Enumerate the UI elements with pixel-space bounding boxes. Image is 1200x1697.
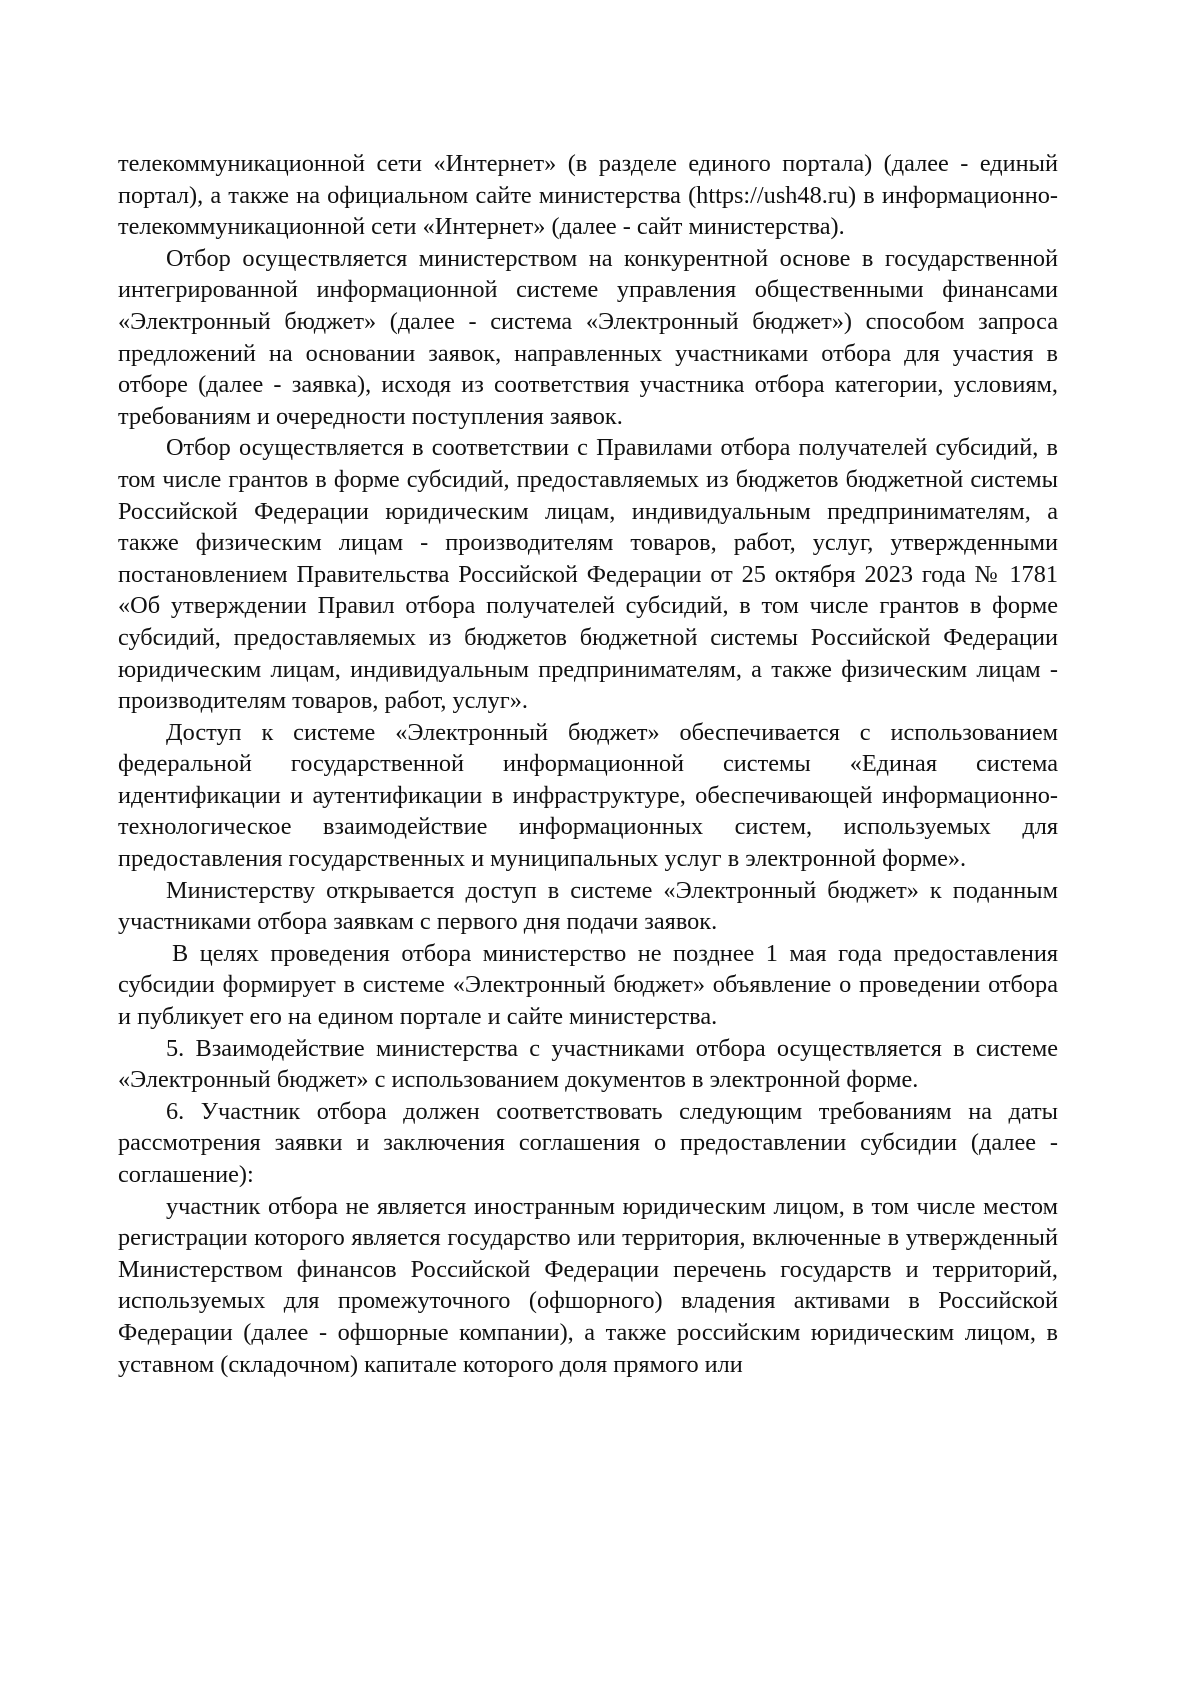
paragraph-requirement-offshore: участник отбора не является иностранным юридическим лицом, в том числе местом регистрации которого является государство или территория, включенные в утвержденный Министерством финансов Российской Федерации перечень государств и территорий, используемых для промежуточного (офшорного) владения активами в Российской Федерации (далее - офшорные компании), а также российским юридическим лицом, в уставном (складочном) капитале которого доля прямого или	[118, 1192, 1058, 1378]
paragraph-selection-rules: Отбор осуществляется в соответствии с Правилами отбора получателей субсидий, в том числе грантов в форме субсидий, предоставляемых из бюджетов бюджетной системы Российской Федерации юридическим лицам, индивидуальным предпринимателям, а также физическим лицам - производителям товаров, работ, услуг, утвержденными постановлением Правительства Российской Федерации от 25 октября 2023 года № 1781 «Об утверждении Правил отбора получателей субсидий, в том числе грантов в форме субсидий, предоставляемых из бюджетов бюджетной системы Российской Федерации юридическим лицам, индивидуальным предпринимателям, а также физическим лицам - производителям товаров, работ, услуг».	[118, 434, 1058, 715]
paragraph-item-6: 6. Участник отбора должен соответствовать следующим требованиям на даты рассмотрения заявки и заключения соглашения о предоставлении субсидии (далее - соглашение):	[118, 1097, 1058, 1188]
paragraph-item-5: 5. Взаимодействие министерства с участниками отбора осуществляется в системе «Электронный бюджет» с использованием документов в электронной форме.	[118, 1034, 1058, 1094]
paragraph-system-access: Доступ к системе «Электронный бюджет» обеспечивается с использованием федеральной государственной информационной системы «Единая система идентификации и аутентификации в инфраструктуре, обеспечивающей информационно-технологическое взаимодействие информационных систем, используемых для предоставления государственных и муниципальных услуг в электронной форме».	[118, 718, 1058, 873]
paragraph-selection-method: Отбор осуществляется министерством на конкурентной основе в государственной интегрированной информационной системе управления общественными финансами «Электронный бюджет» (далее - система «Электронный бюджет») способом запроса предложений на основании заявок, направленных участниками отбора для участия в отборе (далее - заявка), исходя из соответствия участника отбора категории, условиям, требованиям и очередности поступления заявок.	[118, 244, 1058, 430]
paragraph-ministry-access: Министерству открывается доступ в системе «Электронный бюджет» к поданным участниками отбора заявкам с первого дня подачи заявок.	[118, 876, 1058, 936]
document-page	[118, 148, 1058, 1380]
paragraph-announcement: В целях проведения отбора министерство не позднее 1 мая года предоставления субсидии формирует в системе «Электронный бюджет» объявление о проведении отбора и публикует его на едином портале и сайте министерства.	[118, 939, 1058, 1031]
paragraph-continuation: телекоммуникационной сети «Интернет» (в разделе единого портала) (далее - единый портал), а также на официальном сайте министерства (https://ush48.ru) в информационно-телекоммуникационной сети «Интернет» (далее - сайт министерства).	[118, 150, 1058, 241]
